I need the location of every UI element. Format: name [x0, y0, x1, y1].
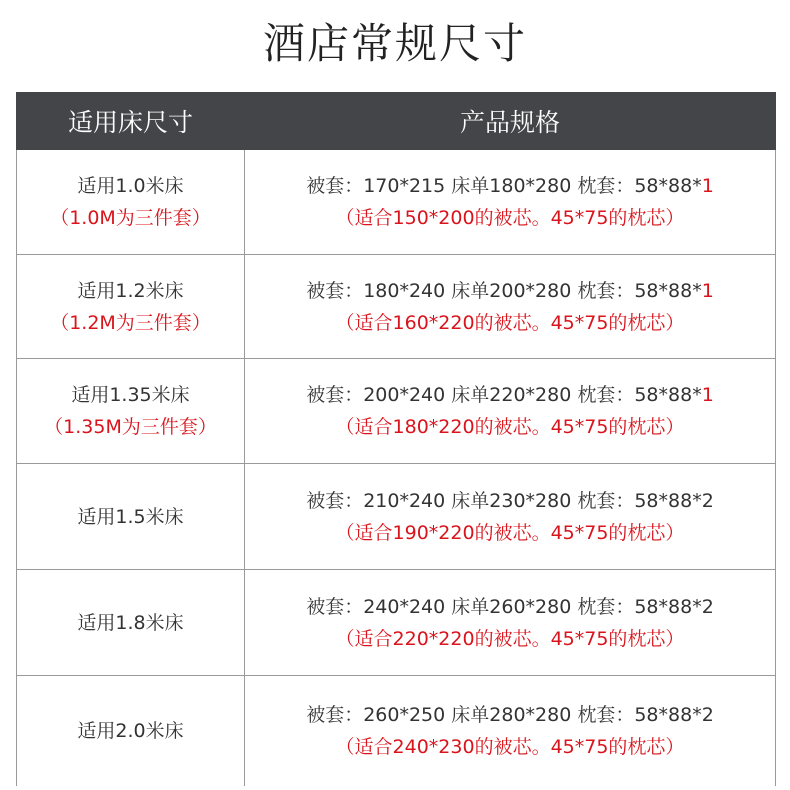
spec-main: [245, 170, 775, 202]
bed-size: 适用2.0米床: [77, 720, 184, 742]
spec-cell: [245, 359, 776, 464]
bed-size: 适用1.35米床: [71, 384, 190, 406]
spec-note: （适合240*230的被芯。45*75的枕芯）: [335, 736, 685, 758]
spec-cell: [245, 255, 776, 359]
table-row: [17, 359, 776, 464]
table-row: [17, 676, 776, 787]
page-title: 酒店常规尺寸: [262, 19, 527, 68]
spec-note: （适合160*220的被芯。45*75的枕芯）: [335, 311, 685, 334]
pillowcase-count: 1: [701, 384, 714, 406]
spec-cell: [245, 570, 776, 676]
bed-size: 适用1.0米床: [77, 175, 184, 197]
spec-main-text: 被套：210*240 床单230*280 枕套：58*88*2: [306, 489, 714, 512]
bed-set-note: （1.35M为三件套）: [44, 416, 217, 438]
bed-size-cell: [17, 255, 245, 359]
bed-set-note: （1.0M为三件套）: [50, 207, 211, 229]
spec-main: [245, 275, 775, 307]
spec-note: （适合150*200的被芯。45*75的枕芯）: [335, 207, 685, 229]
bed-size: 适用1.5米床: [77, 505, 184, 528]
spec-cell: [245, 464, 776, 570]
bed-size: 适用1.2米床: [77, 279, 184, 302]
spec-cell: [245, 150, 776, 255]
bed-size: 适用1.8米床: [77, 611, 184, 634]
spec-main-text: 被套：180*240 床单200*280 枕套：58*88*: [306, 279, 702, 302]
bed-size-cell: [17, 359, 245, 464]
spec-main-text: 被套：200*240 床单220*280 枕套：58*88*: [306, 384, 702, 406]
spec-main: [245, 379, 775, 411]
spec-cell: [245, 676, 776, 787]
spec-main-text: 被套：260*250 床单280*280 枕套：58*88*2: [306, 704, 714, 726]
spec-main-text: 被套：170*215 床单180*280 枕套：58*88*: [306, 175, 702, 197]
table-row: [17, 570, 776, 676]
spec-note: （适合180*220的被芯。45*75的枕芯）: [335, 416, 685, 438]
pillowcase-count: 1: [701, 175, 714, 197]
bed-set-note: （1.2M为三件套）: [50, 311, 211, 334]
size-spec-table: [16, 92, 776, 786]
table-row: [17, 464, 776, 570]
header-product-spec: 产品规格: [245, 93, 776, 150]
spec-note: （适合220*220的被芯。45*75的枕芯）: [335, 627, 685, 650]
bed-size-cell: [17, 464, 245, 570]
table-header-row: [17, 93, 776, 150]
bed-size-cell: [17, 676, 245, 787]
pillowcase-count: 1: [701, 279, 714, 302]
header-bed-size: 适用床尺寸: [17, 93, 245, 150]
spec-note: （适合190*220的被芯。45*75的枕芯）: [335, 521, 685, 544]
bed-size-cell: [17, 570, 245, 676]
spec-main-text: 被套：240*240 床单260*280 枕套：58*88*2: [306, 595, 714, 618]
table-row: [17, 255, 776, 359]
bed-size-cell: [17, 150, 245, 255]
table-row: [17, 150, 776, 255]
